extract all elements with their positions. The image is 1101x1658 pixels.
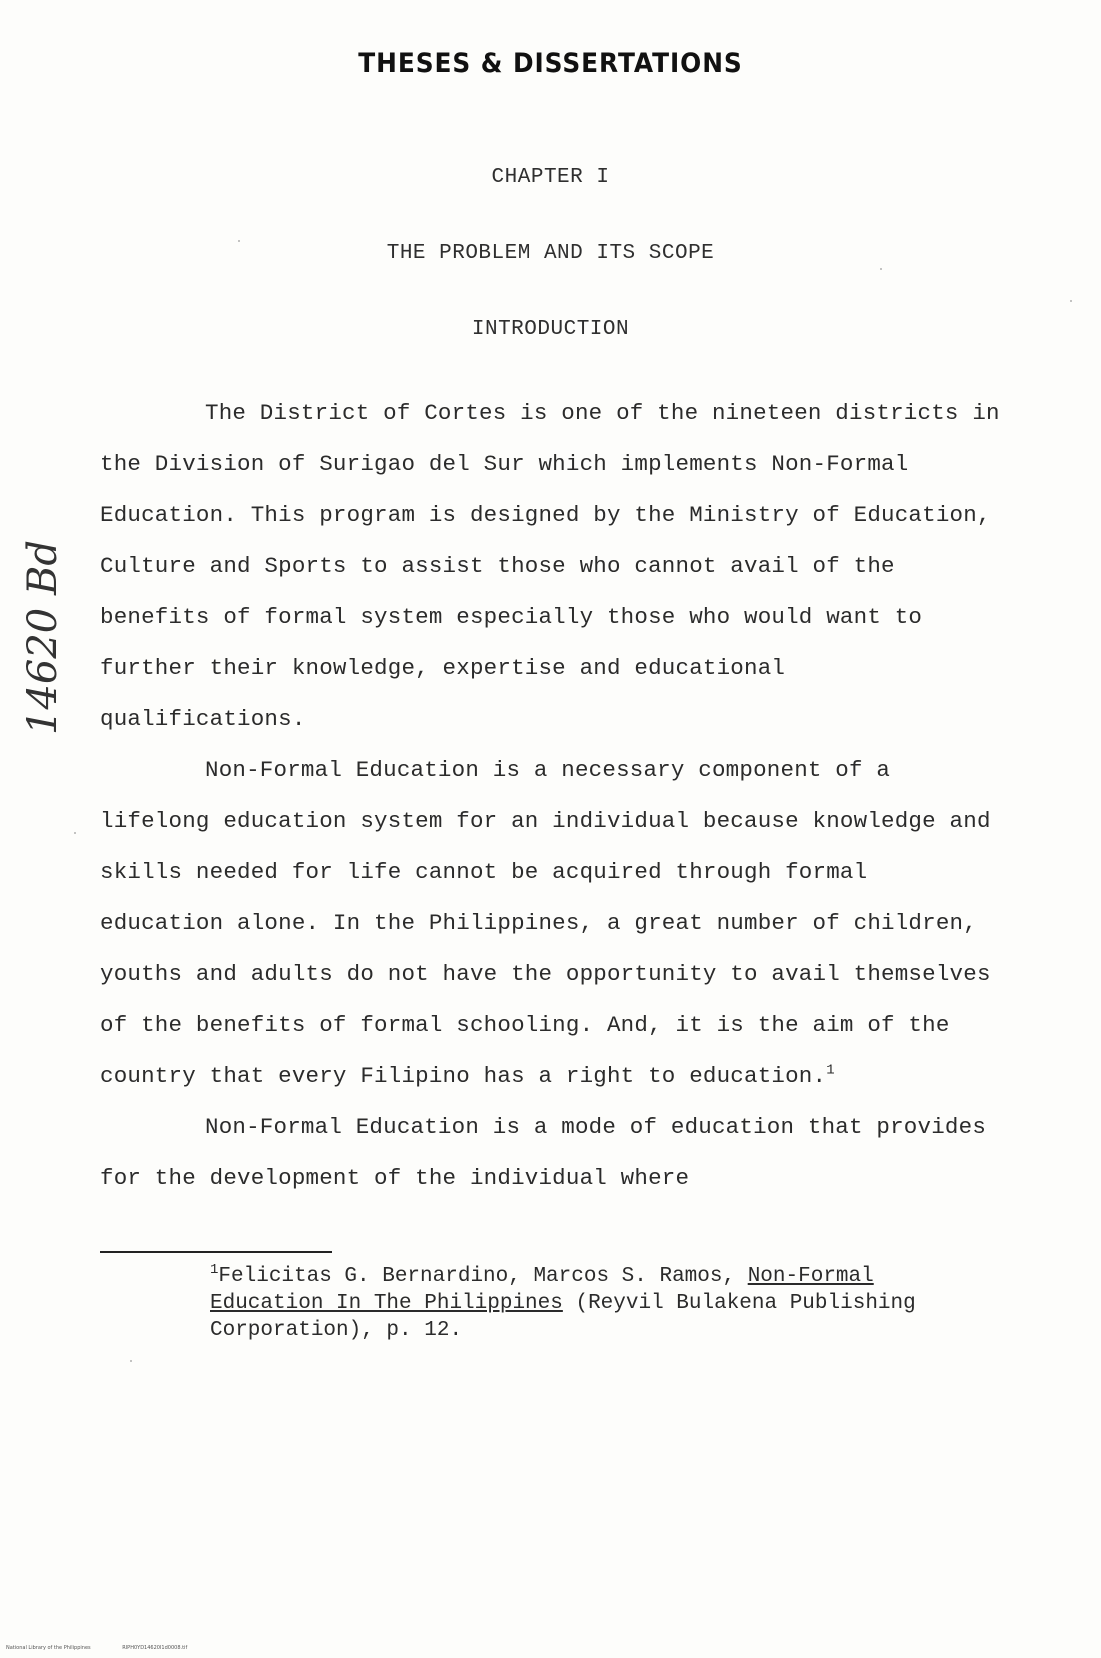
chapter-heading: CHAPTER I: [491, 166, 610, 189]
handwritten-accession-number: 14620 Bd: [20, 540, 66, 735]
paragraph-3: Non-Formal Education is a mode of education that provides for the development of the individual where: [100, 1114, 987, 1191]
paragraph-2-text: Non-Formal Education is a necessary component of a lifelong education system for an individual because knowledge and skills needed for life cannot be acquired through formal education alone. In the Philippines, a great number of children, youths and adults do not have the opportunity to avail themselves of the benefits of formal schooling. And, it is the aim of the country that every Filipino has a right to education.: [100, 757, 991, 1089]
footnote-divider: [100, 1251, 332, 1253]
footer-file: RIPH0YD14620I1d0008.tif: [122, 1645, 188, 1651]
footnote: [104, 1263, 954, 1344]
scan-speck: [74, 832, 76, 834]
paragraph-1: The District of Cortes is one of the nineteen districts in the Division of Surigao del Sur which implements Non-Formal Education. This program is designed by the Ministry of Education, Culture and Sports to assist those who cannot avail of the benefits of formal system especially those who would want to further their knowledge, expertise and educational qualifications.: [100, 400, 1000, 732]
theses-dissertations-stamp: THESES & DISSERTATIONS: [358, 48, 743, 79]
footnote-authors: Felicitas G. Bernardino, Marcos S. Ramos,: [218, 1265, 736, 1288]
footnote-reference: 1: [826, 1062, 835, 1079]
chapter-title: THE PROBLEM AND ITS SCOPE: [386, 242, 715, 265]
scan-footer: [6, 1645, 217, 1651]
paragraph-2: [100, 745, 1000, 1102]
footnote-publisher: (Reyvil Bulakena Publishing Corporation), p. 12.: [210, 1292, 916, 1342]
scan-speck: [238, 240, 240, 242]
section-heading: INTRODUCTION: [471, 318, 630, 341]
scan-speck: [880, 268, 882, 270]
footer-library: National Library of the Philippines: [6, 1645, 91, 1651]
footnote-marker: 1: [210, 1262, 219, 1278]
footnote-book-title: Non-Formal Education In The Philippines: [210, 1265, 874, 1315]
scan-speck: [130, 1360, 132, 1362]
footnote-line-1: [104, 1263, 954, 1344]
body-text: [100, 388, 1000, 1204]
scan-speck: [1070, 300, 1072, 302]
